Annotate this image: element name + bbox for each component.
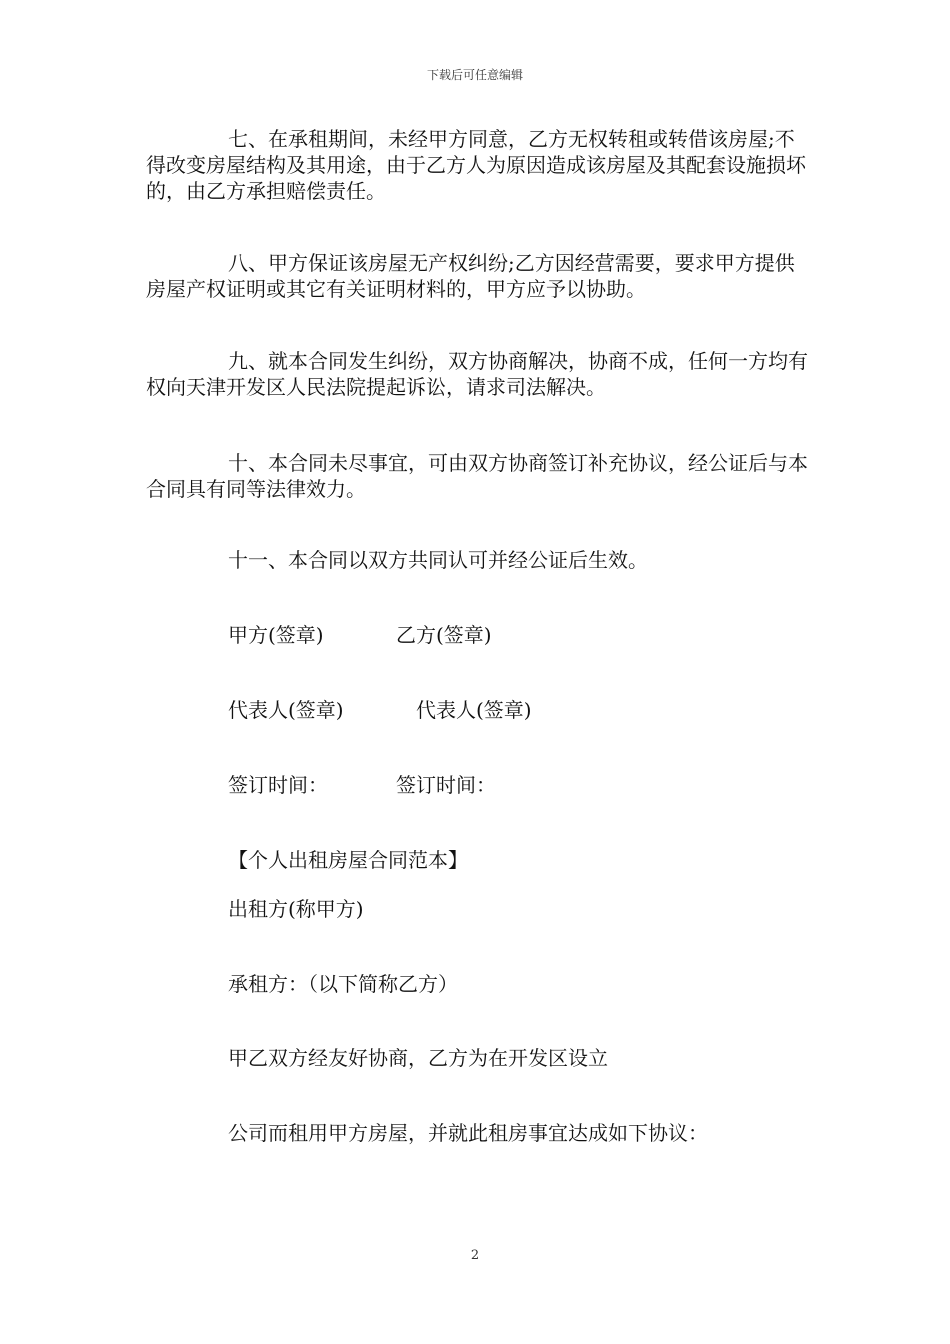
- party-a-representative-label: 代表人(签章): [228, 698, 344, 722]
- party-a-sign-date-label: 签订时间：: [228, 773, 328, 797]
- intro-line-1: 甲乙双方经友好协商，乙方为在开发区设立: [228, 1046, 608, 1070]
- party-b-signature-label: 乙方(签章): [396, 623, 492, 647]
- page-header: 下载后可任意编辑: [426, 68, 523, 82]
- clause-11: 十一、本合同以双方共同认可并经公证后生效。: [228, 548, 648, 572]
- party-a-signature-label: 甲方(签章): [228, 623, 324, 647]
- clause-9: 九、就本合同发生纠纷，双方协商解决，协商不成，任何一方均有权向天津开发区人民法院提起诉讼，请求司法解决。: [146, 349, 808, 399]
- intro-line-2: 公司而租用甲方房屋，并就此租房事宜达成如下协议：: [228, 1121, 708, 1145]
- party-b-sign-date-label: 签订时间：: [396, 773, 496, 797]
- party-b-representative-label: 代表人(签章): [416, 698, 532, 722]
- clause-7: 七、在承租期间，未经甲方同意，乙方无权转租或转借该房屋;不得改变房屋结构及其用途，由于乙方人为原因造成该房屋及其配套设施损坏的，由乙方承担赔偿责任。: [146, 127, 806, 203]
- template-title: 【个人出租房屋合同范本】: [228, 848, 468, 872]
- page-number: 2: [470, 1248, 480, 1263]
- lessor-line: 出租方(称甲方): [228, 897, 364, 921]
- clause-8: 八、甲方保证该房屋无产权纠纷;乙方因经营需要，要求甲方提供房屋产权证明或其它有关证明材料的，甲方应予以协助。: [146, 251, 795, 301]
- clause-10: 十、本合同未尽事宜，可由双方协商签订补充协议，经公证后与本合同具有同等法律效力。: [146, 451, 808, 501]
- lessee-line: 承租方：（以下简称乙方）: [228, 972, 458, 996]
